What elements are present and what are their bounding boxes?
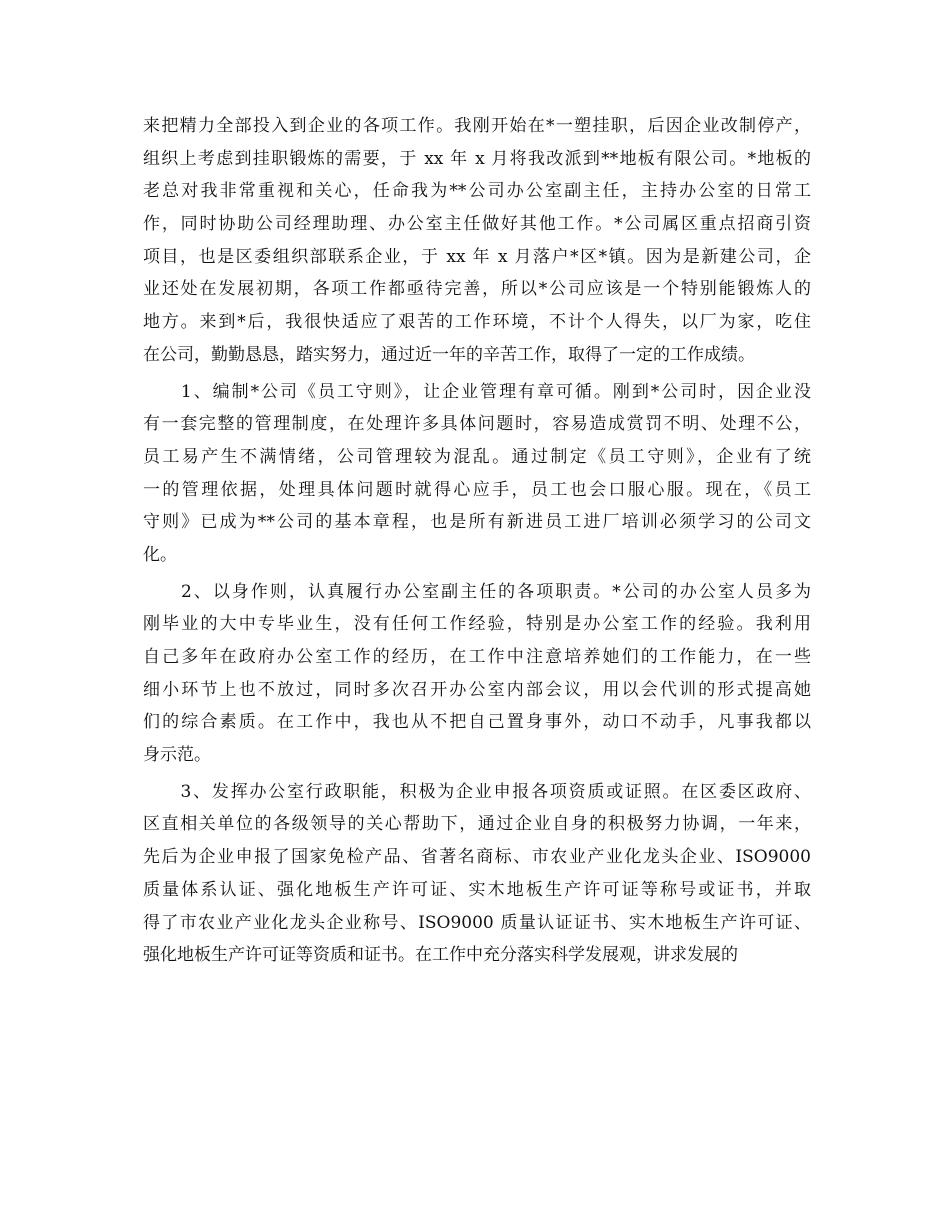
text-line: 刚毕业的大中专毕业生，没有任何工作经验，特别是办公室工作的经验。我利用: [143, 614, 811, 635]
text-line: 员工易产生不满情绪，公司管理较为混乱。通过制定《员工守则》，企业有了统: [143, 446, 811, 467]
text-line: 自己多年在政府办公室工作的经历，在工作中注意培养她们的工作能力，在一些: [143, 647, 811, 667]
text-line: 守则》已成为**公司的基本章程，也是所有新进员工进厂培训必须学习的公司文: [143, 512, 811, 533]
paragraph-intro: [143, 110, 811, 372]
text-line: 业还处在发展初期，各项工作都亟待完善，所以*公司应该是一个特别能锻炼人的: [143, 279, 811, 300]
text-line: 得了市农业产业化龙头企业称号、ISO9000 质量认证证书、实木地板生产许可证、: [143, 912, 811, 933]
text-line: 区直相关单位的各级领导的关心帮助下，通过企业自身的积极努力协调，一年来，: [143, 814, 811, 835]
text-line: 强化地板生产许可证等资质和证书。在工作中充分落实科学发展观，讲求发展的: [143, 945, 738, 966]
text-line: 1、编制*公司《员工守则》，让企业管理有章可循。刚到*公司时，因企业没: [143, 381, 811, 402]
text-line: 们的综合素质。在工作中，我也从不把自己置身事外，动口不动手，凡事我都以: [143, 712, 811, 733]
text-line: 细小环节上也不放过，同时多次召开办公室内部会议，用以会代训的形式提高她: [143, 679, 811, 700]
text-line: 来把精力全部投入到企业的各项工作。我刚开始在*一塑挂职，后因企业改制停产，: [143, 116, 811, 136]
text-line: 化。: [143, 544, 177, 565]
paragraph-item-2: [143, 576, 811, 772]
text-line: 作，同时协助公司经理助理、办公室主任做好其他工作。*公司属区重点招商引资: [143, 214, 811, 235]
text-line: 3、发挥办公室行政职能，积极为企业申报各项资质或证照。在区委区政府、: [143, 781, 811, 802]
text-line: 在公司，勤勤恳恳，踏实努力，通过近一年的辛苦工作，取得了一定的工作成绩。: [143, 344, 755, 365]
text-line: 先后为企业申报了国家免检产品、省著名商标、市农业产业化龙头企业、ISO9000: [143, 847, 811, 868]
document-body: [143, 110, 811, 972]
text-line: 2、以身作则，认真履行办公室副主任的各项职责。*公司的办公室人员多为: [143, 581, 811, 602]
text-line: 地方。来到*后，我很快适应了艰苦的工作环境，不计个人得失，以厂为家，吃住: [143, 312, 811, 333]
text-line: 组织上考虑到挂职锻炼的需要，于 xx 年 x 月将我改派到**地板有限公司。*地板的: [143, 148, 811, 169]
text-line: 有一套完整的管理制度，在处理许多具体问题时，容易造成赏罚不明、处理不公，: [143, 414, 811, 435]
paragraph-item-1: [143, 376, 811, 572]
text-line: 质量体系认证、强化地板生产许可证、实木地板生产许可证等称号或证书，并取: [143, 879, 811, 900]
text-line: 身示范。: [143, 745, 211, 766]
paragraph-item-3: [143, 776, 811, 972]
text-line: 一的管理依据，处理具体问题时就得心应手，员工也会口服心服。现在，《员工: [143, 479, 811, 500]
text-line: 老总对我非常重视和关心，任命我为**公司办公室副主任，主持办公室的日常工: [143, 181, 811, 202]
text-line: 项目，也是区委组织部联系企业，于 xx 年 x 月落户*区*镇。因为是新建公司，企: [143, 246, 811, 267]
